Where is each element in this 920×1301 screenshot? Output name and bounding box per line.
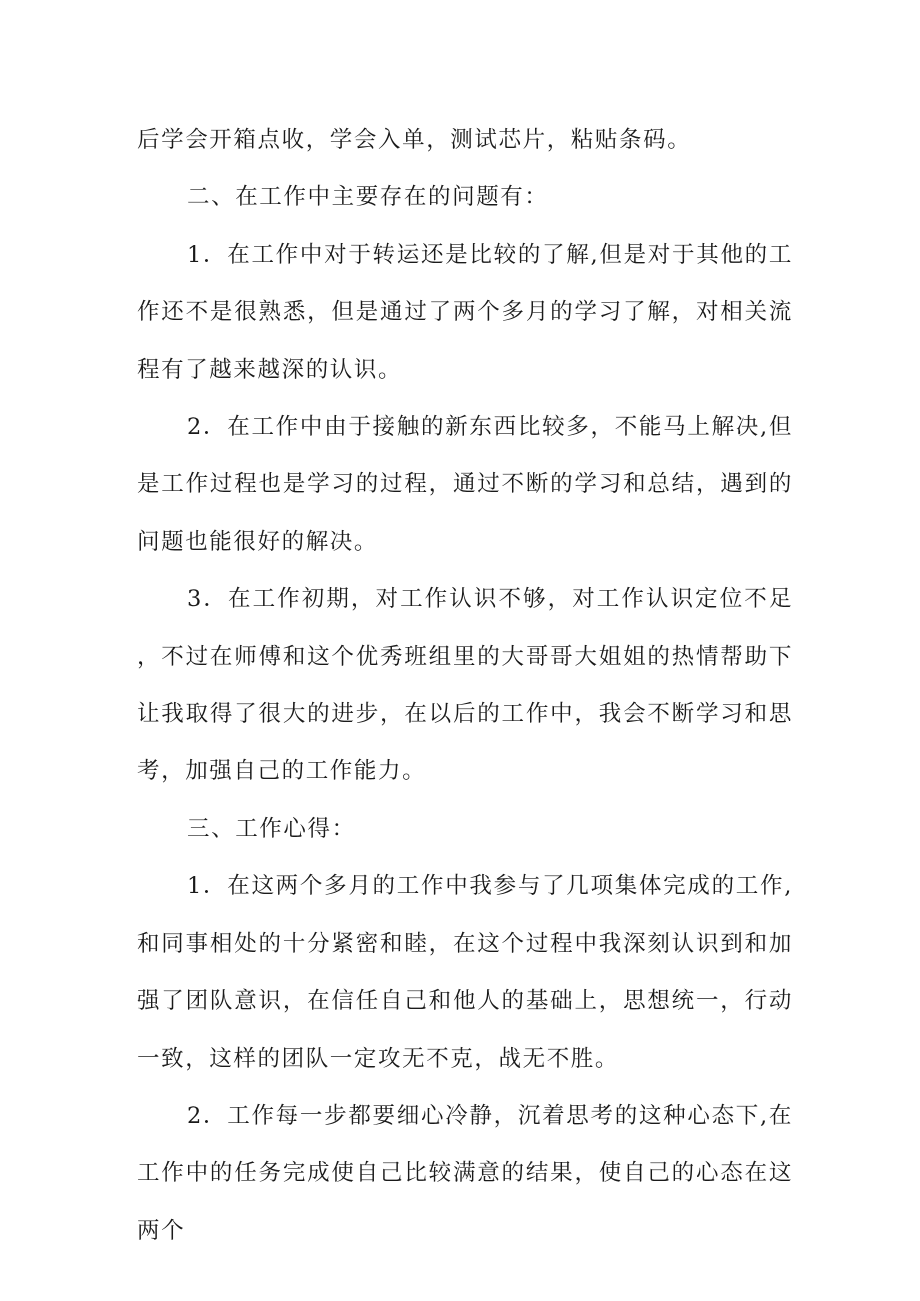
section-heading-experience: 三、工作心得： (187, 815, 356, 842)
section-heading-problems: 二、在工作中主要存在的问题有： (187, 184, 549, 211)
experience-item-2: 2．工作每一步都要细心冷静，沉着思考的这种心态下,在工作中的任务完成使自己比较满意的结果，使自己的心态在这两个 (137, 1102, 793, 1244)
problem-item-1: 1．在工作中对于转运还是比较的了解,但是对于其他的工作还不是很熟悉，但是通过了两个多月的学习了解，对相关流程有了越来越深的认识。 (137, 241, 793, 383)
document-body (137, 112, 793, 1260)
paragraph-continuation: 后学会开箱点收，学会入单，测试芯片，粘贴条码。 (137, 127, 692, 153)
experience-item-1: 1．在这两个多月的工作中我参与了几项集体完成的工作,和同事相处的十分紧密和睦，在这个过程中我深刻认识到和加强了团队意识，在信任自己和他人的基础上，思想统一，行动一致，这样的团队一定攻无不克，战无不胜。 (137, 873, 793, 1072)
problem-item-3: 3．在工作初期，对工作认识不够，对工作认识定位不足，不过在师傅和这个优秀班组里的大哥哥大姐姐的热情帮助下让我取得了很大的进步，在以后的工作中，我会不断学习和思考，加强自己的工作能力。 (137, 586, 793, 785)
problem-item-2: 2．在工作中由于接触的新东西比较多，不能马上解决,但是工作过程也是学习的过程，通过不断的学习和总结，遇到的问题也能很好的解决。 (137, 414, 793, 555)
